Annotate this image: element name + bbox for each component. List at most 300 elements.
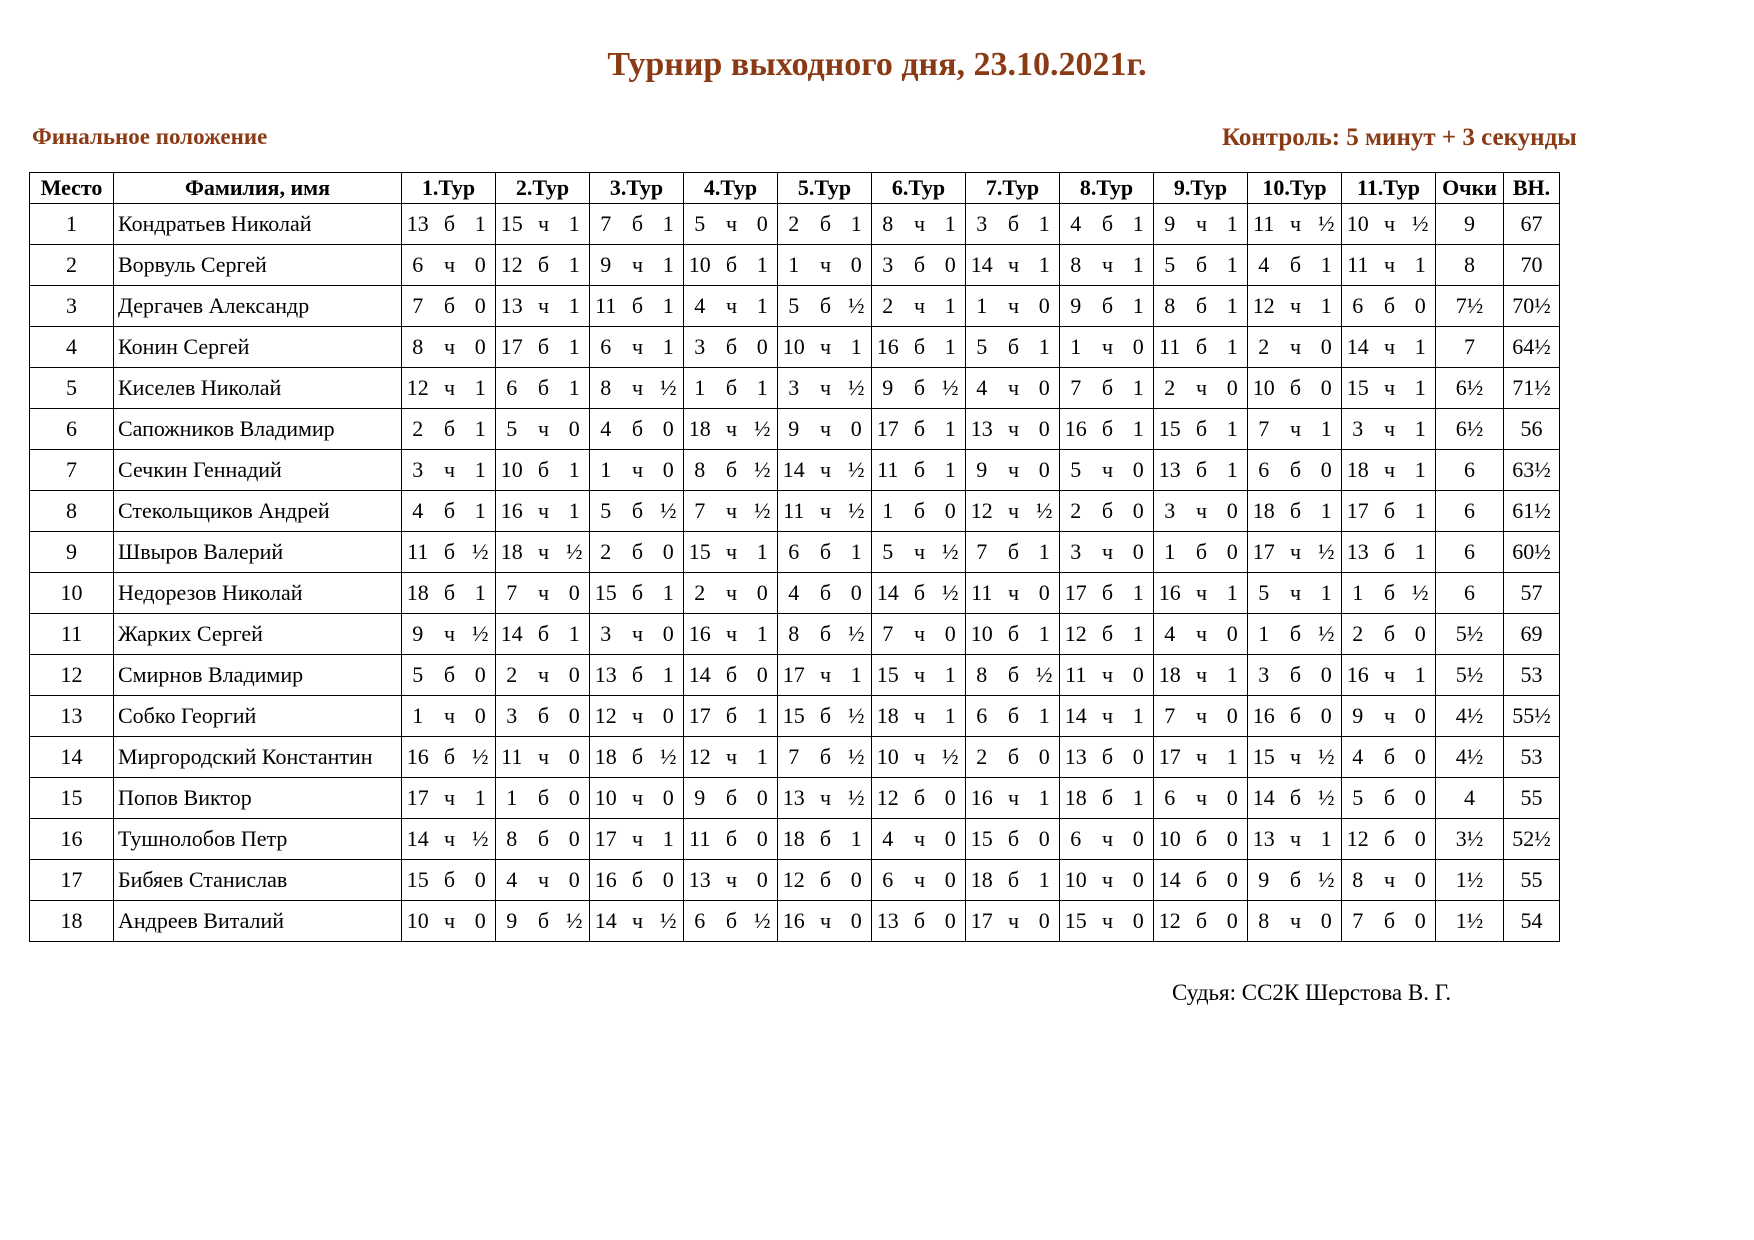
result-cell: 0 bbox=[748, 204, 778, 245]
result-cell: 0 bbox=[654, 778, 684, 819]
result-cell: ½ bbox=[842, 450, 872, 491]
result-cell: 1 bbox=[1218, 409, 1248, 450]
opponent-cell: 9 bbox=[590, 245, 622, 286]
result-cell: 1 bbox=[1312, 491, 1342, 532]
table-row bbox=[30, 368, 1560, 409]
result-cell: 1 bbox=[1124, 368, 1154, 409]
tiebreak-cell: 53 bbox=[1504, 737, 1560, 778]
opponent-cell: 16 bbox=[1154, 573, 1186, 614]
opponent-cell: 8 bbox=[402, 327, 434, 368]
result-cell: 0 bbox=[1406, 819, 1436, 860]
result-cell: 1 bbox=[654, 819, 684, 860]
opponent-cell: 11 bbox=[966, 573, 998, 614]
color-cell: б bbox=[1092, 614, 1124, 655]
color-cell: ч bbox=[716, 860, 748, 901]
color-cell: б bbox=[1186, 245, 1218, 286]
tiebreak-cell: 71½ bbox=[1504, 368, 1560, 409]
opponent-cell: 2 bbox=[1154, 368, 1186, 409]
result-cell: 0 bbox=[1124, 737, 1154, 778]
table-row bbox=[30, 696, 1560, 737]
opponent-cell: 6 bbox=[1154, 778, 1186, 819]
opponent-cell: 4 bbox=[778, 573, 810, 614]
header-round-8: 8.Тур bbox=[1060, 173, 1154, 204]
result-cell: 1 bbox=[1030, 696, 1060, 737]
result-cell: 1 bbox=[748, 696, 778, 737]
result-cell: 0 bbox=[936, 245, 966, 286]
place-cell: 4 bbox=[30, 327, 114, 368]
opponent-cell: 2 bbox=[496, 655, 528, 696]
color-cell: ч bbox=[622, 901, 654, 942]
opponent-cell: 15 bbox=[1154, 409, 1186, 450]
result-cell: 1 bbox=[936, 450, 966, 491]
opponent-cell: 11 bbox=[872, 450, 904, 491]
header-round-9: 9.Тур bbox=[1154, 173, 1248, 204]
opponent-cell: 13 bbox=[684, 860, 716, 901]
color-cell: б bbox=[998, 614, 1030, 655]
color-cell: ч bbox=[810, 491, 842, 532]
color-cell: ч bbox=[998, 491, 1030, 532]
result-cell: 0 bbox=[466, 286, 496, 327]
result-cell: 0 bbox=[1406, 860, 1436, 901]
color-cell: ч bbox=[716, 204, 748, 245]
color-cell: ч bbox=[1374, 204, 1406, 245]
color-cell: б bbox=[810, 286, 842, 327]
opponent-cell: 14 bbox=[778, 450, 810, 491]
result-cell: 0 bbox=[1312, 901, 1342, 942]
result-cell: 1 bbox=[1124, 573, 1154, 614]
color-cell: ч bbox=[1374, 245, 1406, 286]
color-cell: б bbox=[622, 204, 654, 245]
result-cell: 1 bbox=[1406, 532, 1436, 573]
player-name-cell: Дергачев Александр bbox=[114, 286, 402, 327]
color-cell: ч bbox=[528, 737, 560, 778]
color-cell: б bbox=[904, 573, 936, 614]
opponent-cell: 16 bbox=[966, 778, 998, 819]
color-cell: б bbox=[528, 245, 560, 286]
table-row bbox=[30, 286, 1560, 327]
color-cell: ч bbox=[716, 286, 748, 327]
color-cell: ч bbox=[1280, 204, 1312, 245]
result-cell: 1 bbox=[1312, 573, 1342, 614]
player-name-cell: Киселев Николай bbox=[114, 368, 402, 409]
color-cell: ч bbox=[1280, 327, 1312, 368]
color-cell: ч bbox=[434, 368, 466, 409]
result-cell: 1 bbox=[1406, 368, 1436, 409]
color-cell: ч bbox=[1092, 860, 1124, 901]
header-round-7: 7.Тур bbox=[966, 173, 1060, 204]
table-row bbox=[30, 204, 1560, 245]
color-cell: ч bbox=[434, 450, 466, 491]
result-cell: 1 bbox=[842, 819, 872, 860]
opponent-cell: 13 bbox=[1342, 532, 1374, 573]
opponent-cell: 17 bbox=[590, 819, 622, 860]
color-cell: б bbox=[716, 327, 748, 368]
color-cell: ч bbox=[904, 655, 936, 696]
result-cell: 1 bbox=[654, 655, 684, 696]
player-name-cell: Тушнолобов Петр bbox=[114, 819, 402, 860]
result-cell: 0 bbox=[1030, 368, 1060, 409]
place-cell: 5 bbox=[30, 368, 114, 409]
player-name-cell: Швыров Валерий bbox=[114, 532, 402, 573]
result-cell: 0 bbox=[654, 696, 684, 737]
result-cell: 0 bbox=[466, 327, 496, 368]
opponent-cell: 12 bbox=[1248, 286, 1280, 327]
color-cell: ч bbox=[622, 450, 654, 491]
result-cell: 0 bbox=[936, 901, 966, 942]
result-cell: 1 bbox=[748, 368, 778, 409]
color-cell: ч bbox=[528, 532, 560, 573]
opponent-cell: 3 bbox=[966, 204, 998, 245]
points-cell: 4 bbox=[1436, 778, 1504, 819]
points-cell: 4½ bbox=[1436, 737, 1504, 778]
opponent-cell: 7 bbox=[1154, 696, 1186, 737]
result-cell: 1 bbox=[466, 491, 496, 532]
opponent-cell: 11 bbox=[778, 491, 810, 532]
color-cell: ч bbox=[434, 901, 466, 942]
standings-subtitle: Финальное положение bbox=[32, 124, 268, 149]
opponent-cell: 15 bbox=[966, 819, 998, 860]
opponent-cell: 3 bbox=[684, 327, 716, 368]
opponent-cell: 11 bbox=[1060, 655, 1092, 696]
opponent-cell: 14 bbox=[872, 573, 904, 614]
points-cell: 8 bbox=[1436, 245, 1504, 286]
color-cell: б bbox=[1092, 737, 1124, 778]
opponent-cell: 4 bbox=[684, 286, 716, 327]
color-cell: ч bbox=[904, 819, 936, 860]
color-cell: б bbox=[1280, 860, 1312, 901]
color-cell: ч bbox=[434, 245, 466, 286]
result-cell: ½ bbox=[654, 737, 684, 778]
color-cell: ч bbox=[810, 901, 842, 942]
place-cell: 11 bbox=[30, 614, 114, 655]
place-cell: 18 bbox=[30, 901, 114, 942]
color-cell: б bbox=[1280, 696, 1312, 737]
points-cell: 7½ bbox=[1436, 286, 1504, 327]
result-cell: 0 bbox=[1030, 409, 1060, 450]
result-cell: 1 bbox=[560, 327, 590, 368]
result-cell: 1 bbox=[1312, 245, 1342, 286]
result-cell: 0 bbox=[560, 860, 590, 901]
color-cell: ч bbox=[1280, 737, 1312, 778]
opponent-cell: 12 bbox=[590, 696, 622, 737]
color-cell: б bbox=[810, 860, 842, 901]
result-cell: 0 bbox=[560, 778, 590, 819]
result-cell: 1 bbox=[1124, 245, 1154, 286]
opponent-cell: 3 bbox=[778, 368, 810, 409]
color-cell: ч bbox=[1092, 655, 1124, 696]
color-cell: б bbox=[1374, 573, 1406, 614]
opponent-cell: 16 bbox=[1248, 696, 1280, 737]
opponent-cell: 10 bbox=[684, 245, 716, 286]
opponent-cell: 18 bbox=[496, 532, 528, 573]
opponent-cell: 9 bbox=[684, 778, 716, 819]
result-cell: 0 bbox=[748, 573, 778, 614]
points-cell: 3½ bbox=[1436, 819, 1504, 860]
opponent-cell: 4 bbox=[496, 860, 528, 901]
color-cell: ч bbox=[1374, 327, 1406, 368]
points-cell: 9 bbox=[1436, 204, 1504, 245]
color-cell: ч bbox=[716, 409, 748, 450]
result-cell: 0 bbox=[842, 245, 872, 286]
place-cell: 10 bbox=[30, 573, 114, 614]
opponent-cell: 15 bbox=[402, 860, 434, 901]
color-cell: ч bbox=[810, 409, 842, 450]
opponent-cell: 12 bbox=[872, 778, 904, 819]
result-cell: ½ bbox=[466, 532, 496, 573]
opponent-cell: 9 bbox=[778, 409, 810, 450]
result-cell: 0 bbox=[1030, 286, 1060, 327]
color-cell: б bbox=[716, 901, 748, 942]
opponent-cell: 11 bbox=[590, 286, 622, 327]
color-cell: б bbox=[528, 901, 560, 942]
opponent-cell: 9 bbox=[1060, 286, 1092, 327]
result-cell: 0 bbox=[1218, 696, 1248, 737]
tiebreak-cell: 67 bbox=[1504, 204, 1560, 245]
color-cell: б bbox=[1186, 286, 1218, 327]
result-cell: 1 bbox=[842, 655, 872, 696]
result-cell: 1 bbox=[1030, 204, 1060, 245]
result-cell: 0 bbox=[654, 860, 684, 901]
color-cell: ч bbox=[434, 778, 466, 819]
color-cell: ч bbox=[1186, 491, 1218, 532]
result-cell: 1 bbox=[560, 204, 590, 245]
opponent-cell: 3 bbox=[1060, 532, 1092, 573]
opponent-cell: 5 bbox=[872, 532, 904, 573]
table-row bbox=[30, 245, 1560, 286]
color-cell: б bbox=[1092, 491, 1124, 532]
opponent-cell: 3 bbox=[402, 450, 434, 491]
opponent-cell: 8 bbox=[1248, 901, 1280, 942]
opponent-cell: 8 bbox=[590, 368, 622, 409]
opponent-cell: 16 bbox=[590, 860, 622, 901]
color-cell: ч bbox=[810, 450, 842, 491]
result-cell: 1 bbox=[1124, 286, 1154, 327]
opponent-cell: 18 bbox=[1060, 778, 1092, 819]
color-cell: б bbox=[622, 409, 654, 450]
color-cell: б bbox=[998, 655, 1030, 696]
color-cell: б bbox=[622, 286, 654, 327]
opponent-cell: 8 bbox=[496, 819, 528, 860]
result-cell: 1 bbox=[1030, 245, 1060, 286]
result-cell: 0 bbox=[1218, 532, 1248, 573]
result-cell: 0 bbox=[1406, 696, 1436, 737]
table-row bbox=[30, 901, 1560, 942]
opponent-cell: 3 bbox=[1154, 491, 1186, 532]
result-cell: ½ bbox=[936, 573, 966, 614]
opponent-cell: 10 bbox=[1248, 368, 1280, 409]
opponent-cell: 7 bbox=[1060, 368, 1092, 409]
color-cell: ч bbox=[810, 327, 842, 368]
table-row bbox=[30, 532, 1560, 573]
opponent-cell: 14 bbox=[496, 614, 528, 655]
result-cell: 0 bbox=[1218, 819, 1248, 860]
tiebreak-cell: 56 bbox=[1504, 409, 1560, 450]
result-cell: 1 bbox=[1124, 614, 1154, 655]
color-cell: ч bbox=[904, 286, 936, 327]
result-cell: 1 bbox=[748, 532, 778, 573]
player-name-cell: Миргородский Константин bbox=[114, 737, 402, 778]
color-cell: б bbox=[1374, 286, 1406, 327]
color-cell: ч bbox=[622, 368, 654, 409]
color-cell: ч bbox=[1280, 573, 1312, 614]
table-row bbox=[30, 450, 1560, 491]
result-cell: ½ bbox=[936, 737, 966, 778]
color-cell: б bbox=[716, 778, 748, 819]
opponent-cell: 9 bbox=[966, 450, 998, 491]
table-row bbox=[30, 573, 1560, 614]
result-cell: ½ bbox=[1030, 655, 1060, 696]
color-cell: б bbox=[434, 286, 466, 327]
tiebreak-cell: 52½ bbox=[1504, 819, 1560, 860]
opponent-cell: 16 bbox=[872, 327, 904, 368]
points-cell: 6 bbox=[1436, 532, 1504, 573]
opponent-cell: 18 bbox=[1342, 450, 1374, 491]
points-cell: 6½ bbox=[1436, 368, 1504, 409]
opponent-cell: 1 bbox=[1248, 614, 1280, 655]
result-cell: 1 bbox=[936, 204, 966, 245]
color-cell: ч bbox=[528, 573, 560, 614]
place-cell: 7 bbox=[30, 450, 114, 491]
color-cell: б bbox=[622, 491, 654, 532]
table-row bbox=[30, 327, 1560, 368]
color-cell: ч bbox=[810, 778, 842, 819]
color-cell: ч bbox=[528, 409, 560, 450]
color-cell: ч bbox=[528, 860, 560, 901]
color-cell: ч bbox=[904, 860, 936, 901]
opponent-cell: 4 bbox=[1342, 737, 1374, 778]
result-cell: 1 bbox=[560, 614, 590, 655]
player-name-cell: Попов Виктор bbox=[114, 778, 402, 819]
opponent-cell: 17 bbox=[1342, 491, 1374, 532]
opponent-cell: 5 bbox=[1060, 450, 1092, 491]
opponent-cell: 12 bbox=[684, 737, 716, 778]
opponent-cell: 2 bbox=[1060, 491, 1092, 532]
result-cell: 1 bbox=[1218, 450, 1248, 491]
result-cell: 1 bbox=[1218, 327, 1248, 368]
result-cell: 0 bbox=[936, 614, 966, 655]
color-cell: ч bbox=[1280, 409, 1312, 450]
color-cell: б bbox=[528, 368, 560, 409]
opponent-cell: 2 bbox=[684, 573, 716, 614]
result-cell: ½ bbox=[1312, 532, 1342, 573]
opponent-cell: 5 bbox=[684, 204, 716, 245]
opponent-cell: 10 bbox=[1154, 819, 1186, 860]
player-name-cell: Стекольщиков Андрей bbox=[114, 491, 402, 532]
opponent-cell: 14 bbox=[1060, 696, 1092, 737]
color-cell: ч bbox=[1092, 327, 1124, 368]
opponent-cell: 14 bbox=[402, 819, 434, 860]
color-cell: б bbox=[434, 491, 466, 532]
result-cell: 1 bbox=[748, 737, 778, 778]
result-cell: ½ bbox=[1030, 491, 1060, 532]
color-cell: б bbox=[904, 245, 936, 286]
result-cell: ½ bbox=[1312, 204, 1342, 245]
result-cell: 1 bbox=[936, 327, 966, 368]
color-cell: б bbox=[434, 860, 466, 901]
result-cell: 0 bbox=[1124, 532, 1154, 573]
player-name-cell: Бибяев Станислав bbox=[114, 860, 402, 901]
result-cell: 1 bbox=[1218, 245, 1248, 286]
opponent-cell: 4 bbox=[966, 368, 998, 409]
result-cell: 1 bbox=[1406, 409, 1436, 450]
result-cell: 1 bbox=[560, 368, 590, 409]
color-cell: ч bbox=[1092, 245, 1124, 286]
result-cell: ½ bbox=[654, 901, 684, 942]
opponent-cell: 13 bbox=[1154, 450, 1186, 491]
tiebreak-cell: 70 bbox=[1504, 245, 1560, 286]
tiebreak-cell: 70½ bbox=[1504, 286, 1560, 327]
table-row bbox=[30, 819, 1560, 860]
color-cell: б bbox=[622, 573, 654, 614]
result-cell: ½ bbox=[748, 450, 778, 491]
result-cell: 0 bbox=[1312, 450, 1342, 491]
color-cell: ч bbox=[622, 819, 654, 860]
opponent-cell: 11 bbox=[496, 737, 528, 778]
opponent-cell: 4 bbox=[402, 491, 434, 532]
color-cell: б bbox=[998, 819, 1030, 860]
result-cell: 0 bbox=[1312, 655, 1342, 696]
player-name-cell: Собко Георгий bbox=[114, 696, 402, 737]
header-place: Место bbox=[30, 173, 114, 204]
result-cell: ½ bbox=[748, 409, 778, 450]
tiebreak-cell: 57 bbox=[1504, 573, 1560, 614]
opponent-cell: 13 bbox=[590, 655, 622, 696]
result-cell: ½ bbox=[654, 368, 684, 409]
place-cell: 12 bbox=[30, 655, 114, 696]
opponent-cell: 12 bbox=[1154, 901, 1186, 942]
color-cell: ч bbox=[1092, 819, 1124, 860]
tiebreak-cell: 64½ bbox=[1504, 327, 1560, 368]
color-cell: б bbox=[1280, 655, 1312, 696]
color-cell: б bbox=[1092, 204, 1124, 245]
color-cell: ч bbox=[1186, 204, 1218, 245]
opponent-cell: 7 bbox=[684, 491, 716, 532]
opponent-cell: 14 bbox=[684, 655, 716, 696]
color-cell: б bbox=[434, 204, 466, 245]
result-cell: ½ bbox=[842, 614, 872, 655]
tiebreak-cell: 53 bbox=[1504, 655, 1560, 696]
opponent-cell: 10 bbox=[1342, 204, 1374, 245]
opponent-cell: 9 bbox=[1154, 204, 1186, 245]
opponent-cell: 1 bbox=[402, 696, 434, 737]
place-cell: 3 bbox=[30, 286, 114, 327]
result-cell: 1 bbox=[1030, 860, 1060, 901]
color-cell: ч bbox=[622, 614, 654, 655]
color-cell: б bbox=[1280, 368, 1312, 409]
result-cell: ½ bbox=[748, 901, 778, 942]
result-cell: ½ bbox=[1406, 573, 1436, 614]
opponent-cell: 3 bbox=[496, 696, 528, 737]
color-cell: б bbox=[1186, 819, 1218, 860]
opponent-cell: 18 bbox=[872, 696, 904, 737]
result-cell: 0 bbox=[1406, 737, 1436, 778]
result-cell: 0 bbox=[1218, 860, 1248, 901]
result-cell: 0 bbox=[1030, 737, 1060, 778]
result-cell: ½ bbox=[1406, 204, 1436, 245]
place-cell: 8 bbox=[30, 491, 114, 532]
opponent-cell: 15 bbox=[872, 655, 904, 696]
opponent-cell: 1 bbox=[1342, 573, 1374, 614]
result-cell: 0 bbox=[1218, 614, 1248, 655]
color-cell: ч bbox=[998, 286, 1030, 327]
color-cell: б bbox=[810, 737, 842, 778]
result-cell: 0 bbox=[560, 819, 590, 860]
opponent-cell: 17 bbox=[402, 778, 434, 819]
header-round-4: 4.Тур bbox=[684, 173, 778, 204]
color-cell: ч bbox=[998, 245, 1030, 286]
place-cell: 13 bbox=[30, 696, 114, 737]
result-cell: 1 bbox=[748, 245, 778, 286]
